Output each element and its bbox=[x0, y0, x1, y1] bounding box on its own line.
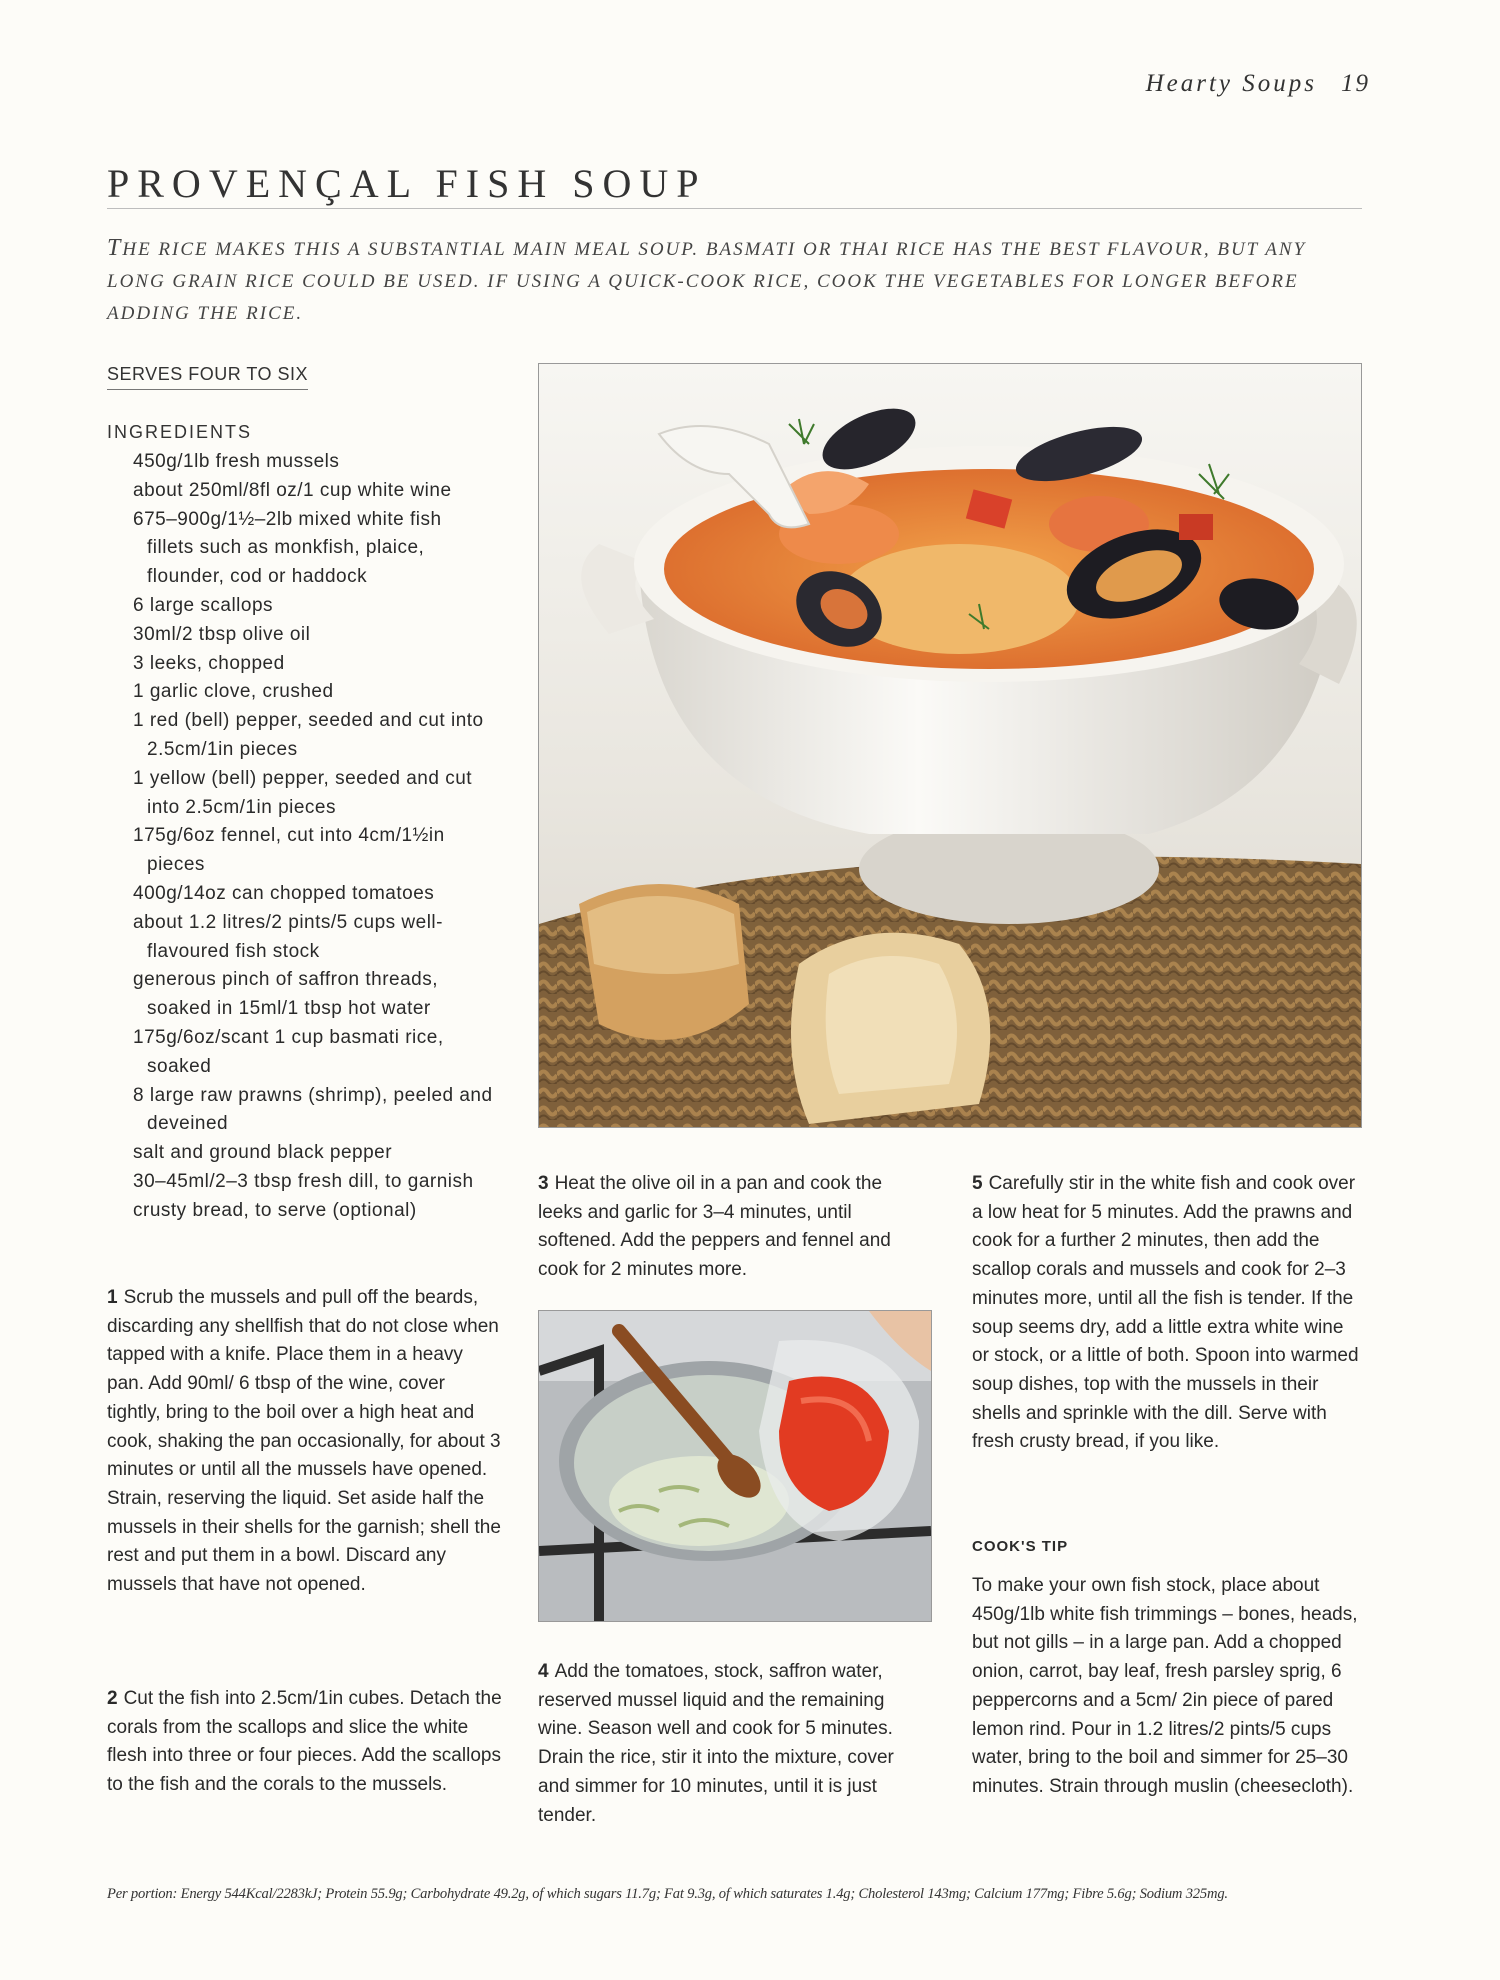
running-head bbox=[1146, 70, 1370, 98]
ingredient-item: 1 yellow (bell) pepper, seeded and cut into 2.5cm/1in pieces bbox=[133, 767, 473, 818]
step-text: Carefully stir in the white fish and cook over a low heat for 5 minutes. Add the prawns and cook for a further 2 minutes, then add the scallop corals and mussels and cook for 2–3 minutes more, until all the fish is tender. If the soup seems dry, add a little extra white wine or stock, or a little of both. Spoon into warmed soup dishes, top with the mussels in their shells and sprinkle with the dill. Serve with fresh crusty bread, if you like. bbox=[972, 1173, 1359, 1453]
ingredient-item: 175g/6oz/scant 1 cup basmati rice, soaked bbox=[133, 1026, 444, 1077]
step-text: Cut the fish into 2.5cm/1in cubes. Detach the corals from the scallops and slice the white flesh into three or four pieces. Add the scallops to the fish and the corals to the mussels. bbox=[107, 1688, 502, 1796]
page-title: PROVENÇAL FISH SOUP bbox=[107, 161, 707, 206]
step-text: Scrub the mussels and pull off the beards, discarding any shellfish that do not close when tapped with a knife. Place them in a heavy pan. Add 90ml/ 6 tbsp of the wine, cover tightly, bring to the boil over a high heat and cook, shaking the pan occasionally, for about 3 minutes or until all the mussels have opened. Strain, reserving the liquid. Set aside half the mussels in their shells for the garnish; shell the rest and put them in a bowl. Discard any mussels that have not opened. bbox=[107, 1287, 501, 1596]
intro-text: THE RICE MAKES THIS A SUBSTANTIAL MAIN MEAL SOUP. BASMATI OR THAI RICE HAS THE BEST FLAVOUR, BUT ANY LONG GRAIN RICE COULD BE USED. IF USING A QUICK-COOK RICE, COOK THE VEGETABLES FOR LONGER BEFORE ADDING THE RICE. bbox=[107, 235, 1307, 324]
nutrition-info: Per portion: Energy 544Kcal/2283kJ; Protein 55.9g; Carbohydrate 49.2g, of which sugars 11.7g; Fat 9.3g, of which saturates 1.4g; Cholesterol 143mg; Calcium 177mg; Fibre 5.6g; Sodium 325mg. bbox=[107, 1886, 1228, 1902]
method-step-1 bbox=[107, 1284, 502, 1600]
ingredient-item: crusty bread, to serve (optional) bbox=[133, 1199, 417, 1221]
cooks-tip-heading: COOK'S TIP bbox=[972, 1538, 1069, 1555]
step-number: 1 bbox=[107, 1287, 118, 1308]
step-number: 2 bbox=[107, 1688, 118, 1709]
soup-bowl-photo bbox=[538, 363, 1362, 1128]
ingredients-heading: INGREDIENTS bbox=[107, 422, 253, 442]
ingredient-item: about 250ml/8fl oz/1 cup white wine bbox=[133, 479, 452, 501]
ingredient-item: 1 garlic clove, crushed bbox=[133, 681, 334, 703]
ingredient-item: 6 large scallops bbox=[133, 594, 274, 616]
title-divider bbox=[107, 208, 1362, 209]
ingredient-item: 175g/6oz fennel, cut into 4cm/1½in pieces bbox=[133, 825, 445, 876]
method-step-4 bbox=[538, 1658, 930, 1830]
ingredient-item: generous pinch of saffron threads, soaked in 15ml/1 tbsp hot water bbox=[133, 969, 439, 1020]
ingredient-item: about 1.2 litres/2 pints/5 cups well-flavoured fish stock bbox=[133, 911, 443, 962]
ingredient-item: 30ml/2 tbsp olive oil bbox=[133, 623, 311, 645]
section-name: Hearty Soups bbox=[1145, 70, 1317, 97]
ingredient-item: 3 leeks, chopped bbox=[133, 652, 285, 674]
serves-label: SERVES FOUR TO SIX bbox=[107, 364, 308, 390]
method-step-2 bbox=[107, 1685, 502, 1800]
ingredient-item: salt and ground black pepper bbox=[133, 1142, 393, 1164]
step-text: Heat the olive oil in a pan and cook the leeks and garlic for 3–4 minutes, until softened. Add the peppers and fennel and cook for 2 minutes more. bbox=[538, 1173, 891, 1281]
ingredient-item: 400g/14oz can chopped tomatoes bbox=[133, 882, 435, 904]
pan-step-photo bbox=[538, 1310, 932, 1622]
ingredient-item: 8 large raw prawns (shrimp), peeled and deveined bbox=[133, 1084, 493, 1135]
step-number: 3 bbox=[538, 1173, 549, 1194]
ingredient-item: 1 red (bell) pepper, seeded and cut into 2.5cm/1in pieces bbox=[133, 710, 484, 760]
ingredients-list bbox=[133, 448, 493, 1226]
step-number: 4 bbox=[538, 1661, 549, 1682]
soup-bowl-illustration bbox=[539, 364, 1361, 1127]
step-number: 5 bbox=[972, 1173, 983, 1194]
step-text: Add the tomatoes, stock, saffron water, reserved mussel liquid and the remaining wine. Season well and cook for 5 minutes. Drain the rice, stir it into the mixture, cover and simmer for 10 minutes, until it is just tender. bbox=[538, 1661, 894, 1826]
pan-step-illustration bbox=[539, 1311, 931, 1621]
method-step-5 bbox=[972, 1170, 1364, 1457]
page-number: 19 bbox=[1341, 70, 1370, 97]
ingredient-item: 450g/1lb fresh mussels bbox=[133, 451, 340, 472]
ingredient-item: 30–45ml/2–3 tbsp fresh dill, to garnish bbox=[133, 1170, 474, 1192]
cooks-tip-text: To make your own fish stock, place about 450g/1lb white fish trimmings – bones, heads, but not gills – in a large pan. Add a chopped onion, carrot, bay leaf, fresh parsley sprig, 6 peppercorns and a 5cm/ 2in piece of pared lemon rind. Pour in 1.2 litres/2 pints/5 cups water, bring to the boil and simmer for 25–30 minutes. Strain through muslin (cheesecloth). bbox=[972, 1575, 1358, 1797]
ingredient-item: 675–900g/1½–2lb mixed white fish fillets such as monkfish, plaice, flounder, cod or haddock bbox=[133, 508, 442, 588]
method-step-3 bbox=[538, 1170, 928, 1285]
